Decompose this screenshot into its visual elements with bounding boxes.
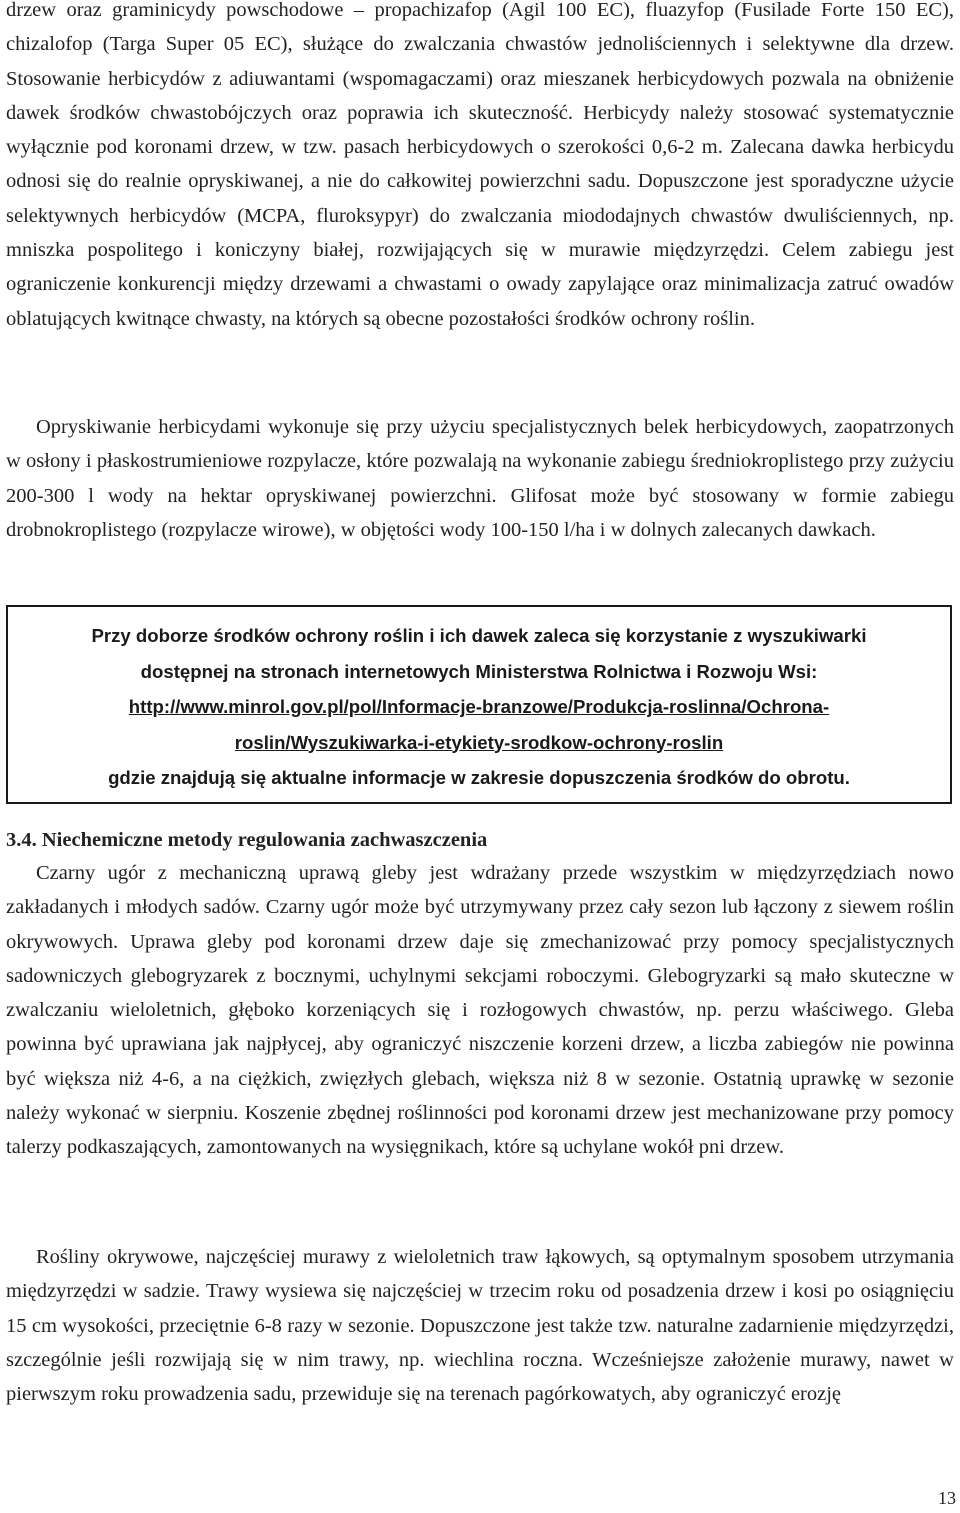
link-text-part-2: roslin/Wyszukiwarka-i-etykiety-srodkow-ochrony-roslin [234,731,724,753]
paragraph-cover-crops: Rośliny okrywowe, najczęściej murawy z wieloletnich traw łąkowych, są optymalnym sposobem utrzymania międzyrzędzi w sadzie. Trawy wysiewa się najczęściej w trzecim roku od posadzenia drzew i kosi po osiągnięciu 15 cm wysokości, przeciętnie 6-8 razy w sezonie. Dopuszczone jest także tzw. naturalne zadarnienie międzyrzędzi, szczególnie jeśli rozwijają się w nim trawy, np. wiechlina roczna. Wcześniejsze założenie murawy, nawet w pierwszym roku prowadzenia sadu, przewiduje się na terenach pagórkowatych, aby ograniczyć erozję [6,1246,954,1406]
section-heading: 3.4. Niechemiczne metody regulowania zachwaszczenia [6,829,488,851]
paragraph-herbicides: drzew oraz graminicydy powschodowe – propachizafop (Agil 100 EC), fluazyfop (Fusilade Forte 150 EC), chizalofop (Targa Super 05 EC), służące do zwalczania chwastów jednoliściennych i selektywne dla drzew. Stosowanie herbicydów z adiuwantami (wspomagaczami) oraz mieszanek herbicydowych pozwala na obniżenie dawek środków chwastobójczych oraz poprawia ich skuteczność. Herbicydy należy stosować systematycznie wyłącznie pod koronami drzew, w tzw. pasach herbicydowych o szerokości 0,6-2 m. Zalecana dawka herbicydu odnosi się do realnie opryskiwanej, a nie do całkowitej powierzchni sadu. Dopuszczone jest sporadyczne użycie selektywnych herbicydów (MCPA, fluroksypyr) do zwalczania miododajnych chwastów dwuliściennych, np. mniszka pospolitego i koniczyny białej, rozwijających się w murawie międzyrzędzi. Celem zabiegu jest ograniczenie konkurencji między drzewami a chwastami o owady zapylające oraz minimalizacja zatruć owadów oblatujących kwitnące chwasty, na których są obecne pozostałości środków ochrony roślin. [6,0,954,330]
paragraph-black-fallow: Czarny ugór z mechaniczną uprawą gleby jest wdrażany przede wszystkim w międzyrzędziach nowo zakładanych i młodych sadów. Czarny ugór może być utrzymywany przez cały sezon lub łączony z siewem roślin okrywowych. Uprawa gleby pod koronami drzew daje się zmechanizować przy pomocy specjalistycznych sadowniczych glebogryzarek z bocznymi, uchylnymi sekcjami roboczymi. Glebogryzarki są mało skuteczne w zwalczaniu wieloletnich, głęboko korzeniących się i rozłogowych chwastów, np. perzu właściwego. Gleba powinna być uprawiana jak najpłycej, aby ograniczyć niszczenie korzeni drzew, a liczba zabiegów nie powinna być większa niż 4-6, a na ciężkich, zwięzłych glebach, większa niż 8 w sezonie. Ostatnią uprawkę w sezonie należy wykonać w sierpniu. Koszenie zbędnej roślinności pod koronami drzew jest mechanizowane przy pomocy talerzy podkaszających, zamontowanych na wysięgnikach, które są uchylane wokół pni drzew. [6,862,954,1159]
link-text-part-1: http://www.minrol.gov.pl/pol/Informacje-branzowe/Produkcja-roslinna/Ochrona- [128,696,830,717]
paragraph-spraying: Opryskiwanie herbicydami wykonuje się przy użyciu specjalistycznych belek herbicydowych, zaopatrzonych w osłony i płaskostrumieniowe rozpylacze, które pozwalają na wykonanie zabiegu średniokroplistego przy zużyciu 200-300 l wody na hektar opryskiwanej powierzchni. Glifosat może być stosowany w formie zabiegu drobnokroplistego (rozpylacze wirowe), w objętości wody 100-150 l/ha i w dolnych zalecanych dawkach. [6,416,954,541]
notice-box [6,605,952,804]
ministry-search-link[interactable] [8,689,950,760]
page-number: 13 [938,1488,956,1508]
notice-line-3: gdzie znajdują się aktualne informacje w zakresie dopuszczenia środków do obrotu. [108,767,850,788]
notice-line-2: dostępnej na stronach internetowych Ministerstwa Rolnictwa i Rozwoju Wsi: [140,660,818,682]
notice-line-1: Przy doborze środków ochrony roślin i ich dawek zaleca się korzystanie z wyszukiwarki [91,625,867,646]
